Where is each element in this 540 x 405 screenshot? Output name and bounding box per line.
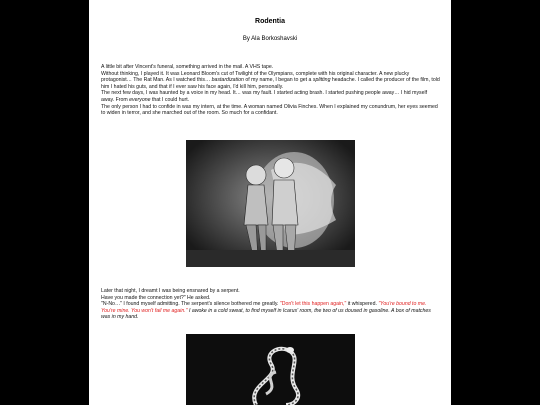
- illustration-serpent: [186, 334, 355, 405]
- story-title: Rodentia: [255, 18, 285, 25]
- illustration-two-figures-with-wings: [186, 140, 355, 267]
- paragraph: Without thinking, I played it. It was Leonard Bloom's cut of Twilight of the Olympians, complete with his original character. A new plucky protagonist… The Rat Man. As I watched this… bastardization of my name, I began to get a splitting headache. I called the producer of the film, told him I hated his guts, and that if I ever saw his face again, I'd kill him, personally.: [101, 70, 440, 90]
- document-page: [89, 0, 451, 405]
- story-section-1: [101, 64, 441, 117]
- paragraph: Have you made the connection yet?" He asked.: [101, 294, 211, 301]
- paragraph: The next few days, I was haunted by a voice in my head. It… was my fault. I started acting brash. I started pushing people away… I hid myself away. From everyone that I could hurt.: [101, 90, 428, 103]
- paragraph: "N-No…" I found myself admitting. The serpent's silence bothered me greatly. "Don't let this happen again," it whispered. "You're bound to me. You're mine. You won't fail me again." I awoke in a cold sweat, to find myself in Icarus' room, the two of us doused in gasoline. A box of matches was in my hand.: [101, 301, 431, 321]
- paragraph: The only person I had to confide in was my intern, at the time. A woman named Olivia Finches. When I explained my conundrum, her eyes seemed to widen in terror, and she marched out of the room. So much for a confidant.: [101, 103, 438, 117]
- paragraph: A little bit after Vincent's funeral, something arrived in the mail. A VHS tape.: [101, 64, 274, 70]
- story-byline: By Ala Borkoshavski: [242, 36, 298, 42]
- paragraph: Later that night, I dreamt I was being ensnared by a serpent.: [101, 288, 240, 294]
- story-section-2: [101, 288, 441, 321]
